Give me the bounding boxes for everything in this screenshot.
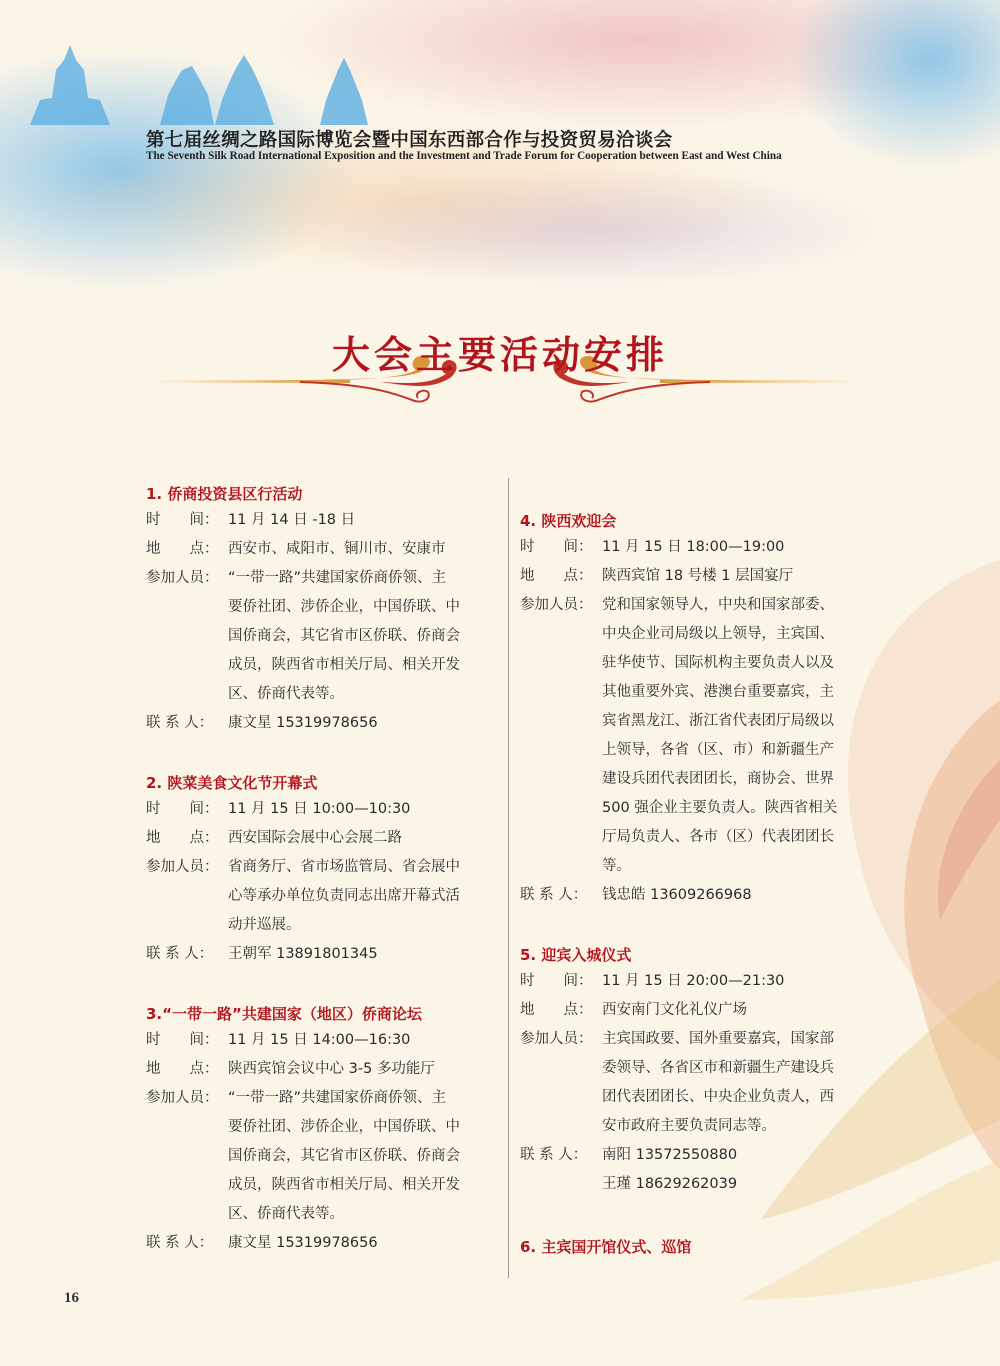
info-row [520,852,870,881]
participants-value: 要侨社团、涉侨企业，中国侨联、中 [228,599,460,615]
info-row [520,1083,870,1112]
info-row [146,853,496,882]
participants-value: 委领导、各省区市和新疆生产建设兵 [602,1060,834,1076]
info-row [146,1055,496,1084]
participants-value: 驻华使节、国际机构主要负责人以及 [602,655,834,671]
participants-value: 成员，陕西省市相关厅局、相关开发 [228,1177,460,1193]
contact-value: 康文星 15319978656 [228,715,378,731]
place-value: 陕西宾馆会议中心 3-5 多功能厅 [228,1061,435,1077]
contact-label: 联 系 人： [520,1147,588,1163]
time-label: 时 间： [520,973,593,989]
participants-label: 参加人员： [520,597,593,613]
contact-value: 钱忠皓 13609266968 [602,887,752,903]
participants-value: 成员，陕西省市相关厅局、相关开发 [228,657,460,673]
participants-value: 其他重要外宾、港澳台重要嘉宾，主 [602,684,834,700]
info-row [146,651,496,680]
info-row [520,1025,870,1054]
place-value: 西安市、咸阳市、铜川市、安康市 [228,541,446,557]
participants-value: 区、侨商代表等。 [228,686,344,702]
contact-value: 康文星 15319978656 [228,1235,378,1251]
contact-label: 联 系 人： [146,715,214,731]
place-value: 西安国际会展中心会展二路 [228,830,402,846]
info-row [146,882,496,911]
info-row [520,591,870,620]
time-label: 时 间： [520,539,593,555]
participants-value: 建设兵团代表团团长，商协会、世界 [602,771,834,787]
info-row [520,707,870,736]
participants-value: 500 强企业主要负责人。陕西省相关 [602,800,838,816]
time-label: 时 间： [146,512,219,528]
participants-value: 宾省黑龙江、浙江省代表团厅局级以 [602,713,834,729]
page-title: 大会主要活动安排 [331,332,668,377]
participants-value: 心等承办单位负责同志出席开幕式活 [228,888,460,904]
info-row [146,1113,496,1142]
info-row [520,794,870,823]
contact-value: 南阳 13572550880 [602,1147,738,1163]
place-label: 地 点： [520,568,593,584]
info-row [520,1170,870,1199]
section-title: 3.“一带一路”共建国家（地区）侨商论坛 [146,1005,422,1023]
participants-value: 等。 [602,858,631,874]
participants-value: 上领导，各省（区、市）和新疆生产 [602,742,834,758]
header-title-cn: 第七届丝绸之路国际博览会暨中国东西部合作与投资贸易洽谈会 [146,130,673,151]
info-row [146,593,496,622]
info-row [520,620,870,649]
participants-value: “一带一路”共建国家侨商侨领、主 [228,570,447,586]
info-row [520,678,870,707]
participants-value: 动并巡展。 [228,917,301,933]
header-title-en: The Seventh Silk Road International Exposition and the Investment and Trade Forum for Cooperation between East and West China [146,150,782,162]
info-row [520,967,870,996]
time-value: 11 月 15 日 18:00—19:00 [602,539,785,555]
participants-value: 区、侨商代表等。 [228,1206,344,1222]
contact-label: 联 系 人： [520,887,588,903]
info-row [146,506,496,535]
info-row [146,564,496,593]
place-value: 陕西宾馆 18 号楼 1 层国宴厅 [602,568,794,584]
info-row [146,911,496,940]
participants-value: 主宾国政要、国外重要嘉宾，国家部 [602,1031,834,1047]
time-value: 11 月 15 日 10:00—10:30 [228,801,411,817]
info-row [146,622,496,651]
info-row [520,649,870,678]
participants-value: 国侨商会，其它省市区侨联、侨商会 [228,628,460,644]
section-title: 2. 陕菜美食文化节开幕式 [146,774,318,792]
info-row [146,824,496,853]
section-title: 1. 侨商投资县区行活动 [146,485,303,503]
participants-label: 参加人员： [146,1090,219,1106]
info-row [146,795,496,824]
time-label: 时 间： [146,801,219,817]
participants-value: 党和国家领导人，中央和国家部委、 [602,597,834,613]
column-divider [508,478,509,1278]
participants-value: 要侨社团、涉侨企业，中国侨联、中 [228,1119,460,1135]
place-label: 地 点： [146,541,219,557]
section-title: 6. 主宾国开馆仪式、巡馆 [520,1238,692,1256]
participants-value: 国侨商会，其它省市区侨联、侨商会 [228,1148,460,1164]
contact-value: 王瑾 18629262039 [602,1176,738,1192]
place-label: 地 点： [146,1061,219,1077]
participants-value: 团代表团团长、中央企业负责人，西 [602,1089,834,1105]
info-row [520,765,870,794]
info-row [146,1229,496,1258]
info-row [146,1171,496,1200]
section-title: 5. 迎宾入城仪式 [520,946,632,964]
info-row [146,1026,496,1055]
info-row [146,1142,496,1171]
participants-value: 厅局负责人、各市（区）代表团团长 [602,829,834,845]
participants-value: 安市政府主要负责同志等。 [602,1118,776,1134]
time-value: 11 月 15 日 20:00—21:30 [602,973,785,989]
info-row [146,1200,496,1229]
info-row [520,533,870,562]
info-row [520,1141,870,1170]
contact-label: 联 系 人： [146,1235,214,1251]
time-label: 时 间： [146,1032,219,1048]
section-title: 4. 陕西欢迎会 [520,512,617,530]
info-row [146,680,496,709]
contact-value: 王朝军 13891801345 [228,946,378,962]
participants-value: 省商务厅、省市场监管局、省会展中 [228,859,460,875]
info-row [520,881,870,910]
participants-label: 参加人员： [146,859,219,875]
place-label: 地 点： [146,830,219,846]
info-row [520,562,870,591]
participants-label: 参加人员： [520,1031,593,1047]
page-number: 16 [64,1290,79,1306]
info-row [520,1054,870,1083]
info-row [520,996,870,1025]
info-row [520,823,870,852]
participants-label: 参加人员： [146,570,219,586]
info-row [146,709,496,738]
info-row [146,940,496,969]
place-label: 地 点： [520,1002,593,1018]
info-row [146,535,496,564]
participants-value: “一带一路”共建国家侨商侨领、主 [228,1090,447,1106]
info-row [520,736,870,765]
participants-value: 中央企业司局级以上领导，主宾国、 [602,626,834,642]
time-value: 11 月 15 日 14:00—16:30 [228,1032,411,1048]
time-value: 11 月 14 日 -18 日 [228,512,356,528]
place-value: 西安南门文化礼仪广场 [602,1002,747,1018]
info-row [520,1112,870,1141]
contact-label: 联 系 人： [146,946,214,962]
info-row [146,1084,496,1113]
